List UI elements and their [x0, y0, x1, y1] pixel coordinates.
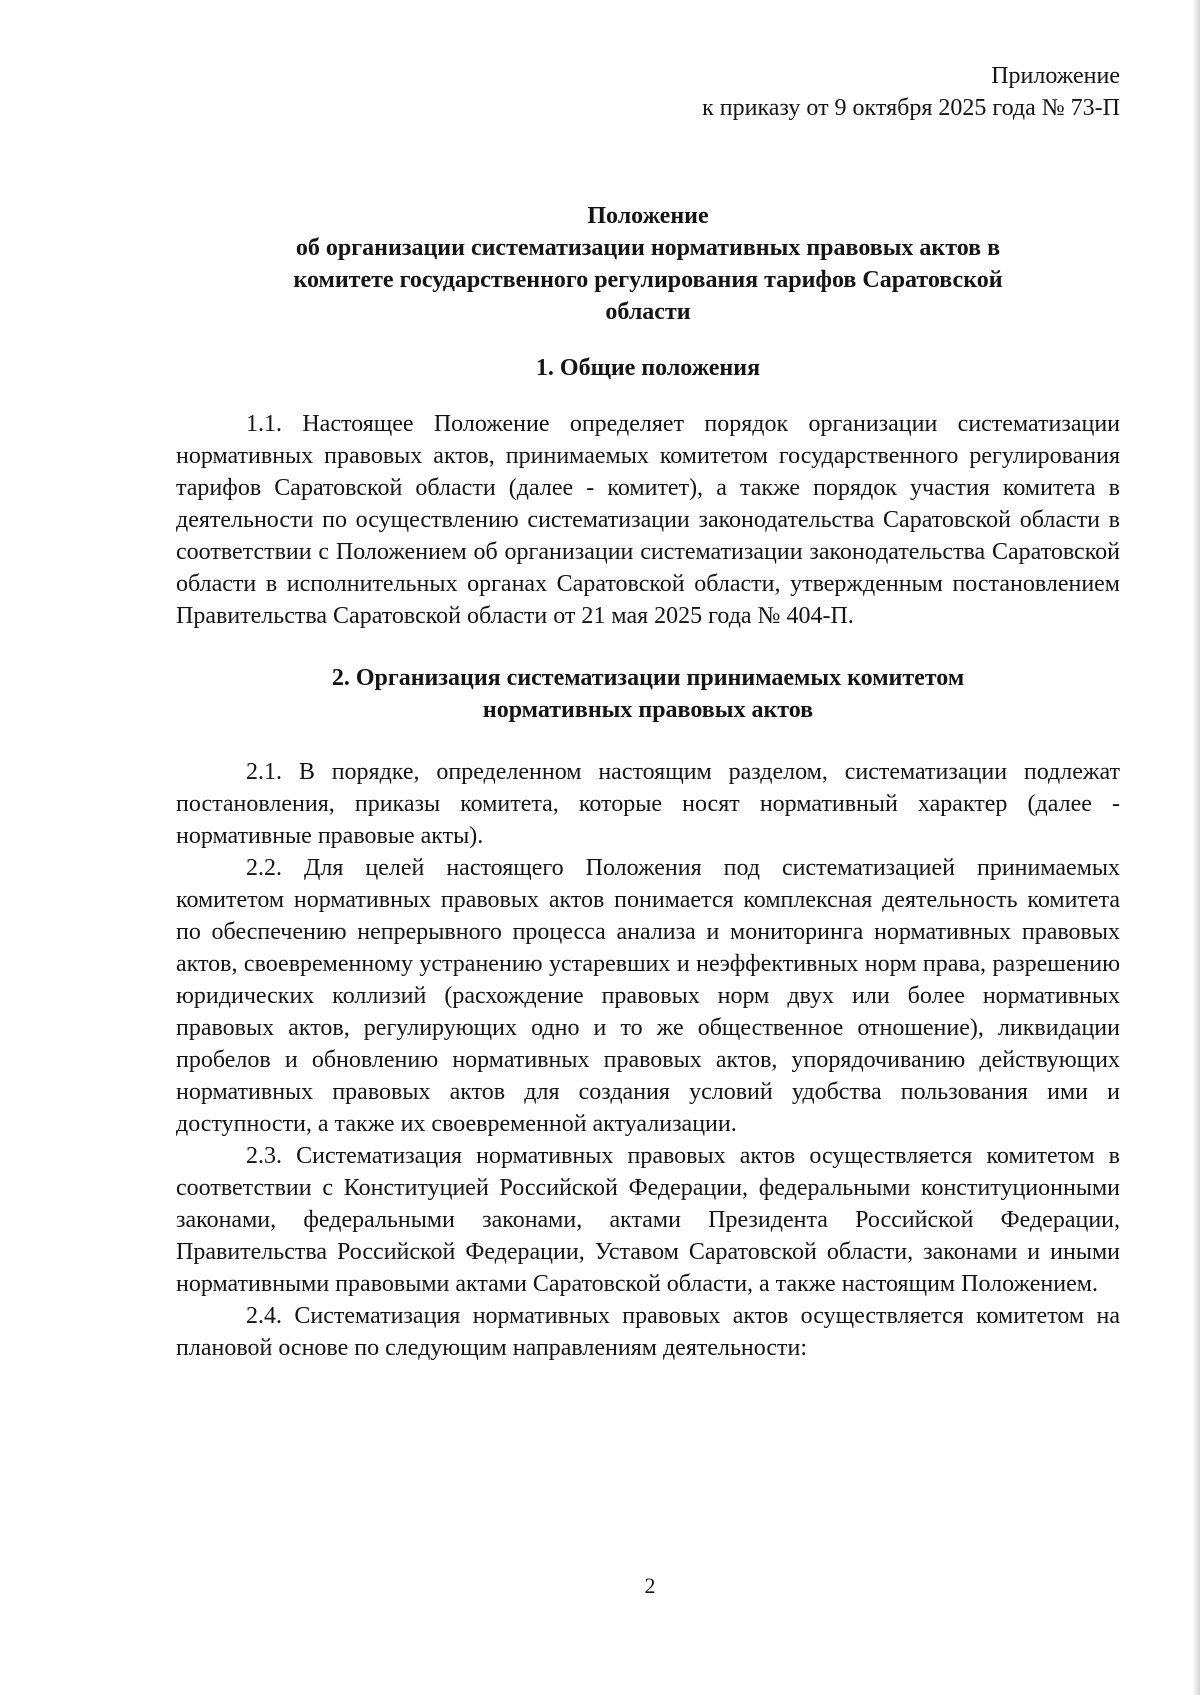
paragraph-1-1: 1.1. Настоящее Положение определяет порядок организации систематизации нормативных правовых актов, принимаемых комитетом государственного регулирования тарифов Саратовской области (далее - комитет), а также порядок участия комитета в деятельности по осуществлению систематизации законодательства Саратовской области в соответствии с Положением об организации систематизации законодательства Саратовской области в исполнительных органах Саратовской области, утвержденным постановлением Правительства Саратовской области от 21 мая 2025 года № 404-П.	[176, 411, 1120, 629]
section-2-heading	[176, 662, 1120, 726]
paragraph-2-4: 2.4. Систематизация нормативных правовых актов осуществляется комитетом на плановой основе по следующим направлениям деятельности:	[176, 1303, 1120, 1361]
document-title-line: Положение	[587, 203, 709, 229]
document-page	[176, 60, 1120, 1364]
annex-label: Приложение	[991, 63, 1120, 89]
document-title	[176, 200, 1120, 328]
page-number: 2	[644, 1573, 656, 1598]
document-title-line: области	[605, 299, 691, 325]
section-1-heading	[176, 352, 1120, 384]
annex-order-reference: к приказу от 9 октября 2025 года № 73-П	[702, 95, 1120, 121]
paragraph-2-1: 2.1. В порядке, определенном настоящим разделом, систематизации подлежат постановления, приказы комитета, которые носят нормативный характер (далее - нормативные правовые акты).	[176, 759, 1120, 849]
section-1-body	[176, 408, 1120, 632]
section-heading-line: 2. Организация систематизации принимаемых комитетом	[331, 665, 965, 691]
document-title-line: об организации систематизации нормативных правовых актов в	[295, 235, 1001, 261]
paragraph-2-3: 2.3. Систематизация нормативных правовых актов осуществляется комитетом в соответствии с Конституцией Российской Федерации, федеральными конституционными законами, федеральными законами, актами Президента Российской Федерации, Правительства Российской Федерации, Уставом Саратовской области, законами и иными нормативными правовыми актами Саратовской области, а также настоящим Положением.	[176, 1143, 1120, 1297]
section-2-body	[176, 756, 1120, 1364]
section-heading-line: 1. Общие положения	[535, 355, 761, 381]
document-title-line: комитете государственного регулирования тарифов Саратовской	[293, 267, 1003, 293]
page-edge-shadow	[1194, 0, 1200, 1695]
annex-reference	[176, 60, 1120, 124]
section-heading-line: нормативных правовых актов	[482, 697, 814, 723]
paragraph-2-2: 2.2. Для целей настоящего Положения под систематизацией принимаемых комитетом нормативных правовых актов понимается комплексная деятельность комитета по обеспечению непрерывного процесса анализа и мониторинга нормативных правовых актов, своевременному устранению устаревших и неэффективных норм права, разрешению юридических коллизий (расхождение правовых норм двух или более нормативных правовых актов, регулирующих одно и то же общественное отношение), ликвидации пробелов и обновлению нормативных правовых актов, упорядочиванию действующих нормативных правовых актов для создания условий удобства пользования ими и доступности, а также их своевременной актуализации.	[176, 855, 1120, 1137]
